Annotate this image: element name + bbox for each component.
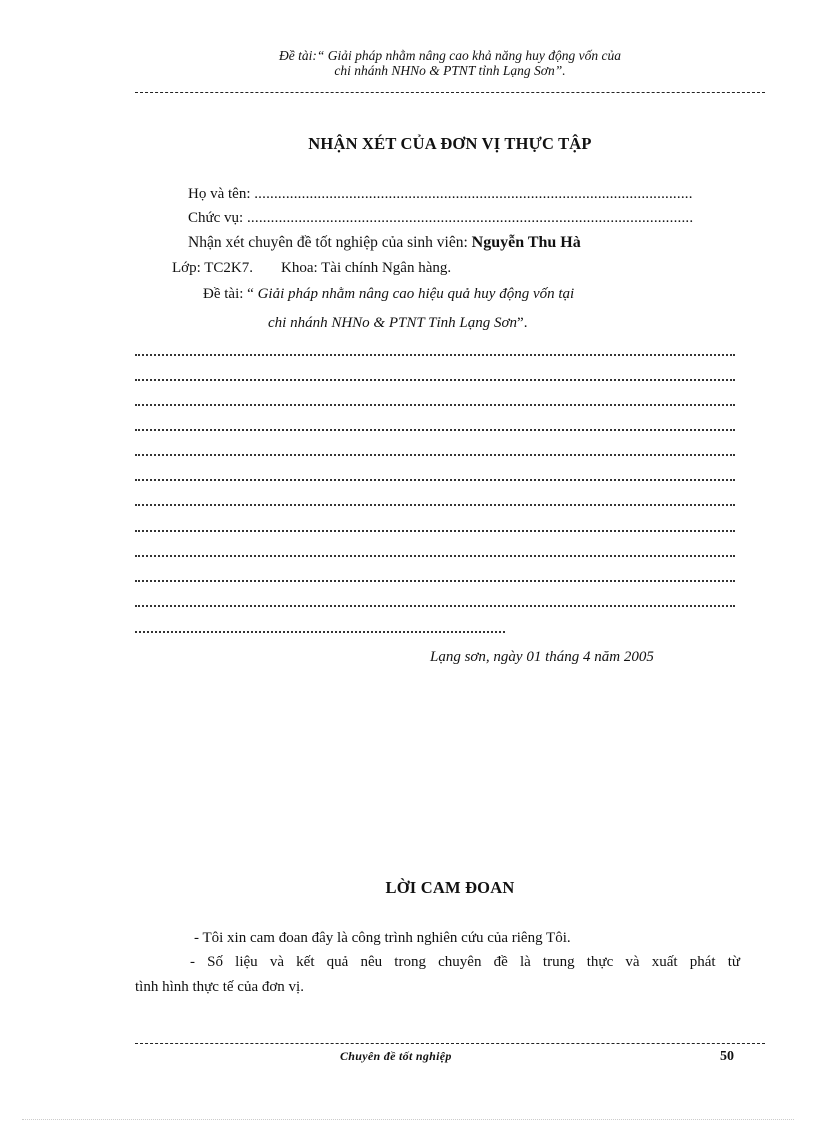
position-dots: ................................................................................................................. [246, 210, 694, 226]
declaration-title: LỜI CAM ĐOAN [385, 878, 515, 897]
comment-dotted-line [135, 452, 735, 456]
declaration-line-3: tình hình thực tế của đơn vị. [135, 979, 304, 995]
comment-dotted-line [135, 402, 735, 406]
student-name: Nguyễn Thu Hà [471, 234, 581, 251]
declaration-line-1: - Tôi xin cam đoan đây là công trình nghiên cứu của riêng Tôi. [194, 930, 571, 946]
header-line-1: Đề tài:“ Giải pháp nhằm nâng cao khả năng huy động vốn của [279, 48, 621, 63]
evaluation-title: NHẬN XÉT CỦA ĐƠN VỊ THỰC TẬP [308, 134, 592, 153]
page-header [135, 48, 765, 78]
topic-text-2: chi nhánh NHNo & PTNT Tỉnh Lạng Sơn [268, 315, 518, 331]
comment-line [188, 233, 581, 253]
page-number: 50 [720, 1049, 734, 1064]
comment-prefix: Nhận xét chuyên đề tốt nghiệp của sinh viên: [188, 234, 472, 251]
class-faculty-line [172, 258, 451, 278]
name-field [188, 184, 693, 204]
comment-dotted-line [135, 477, 735, 481]
topic-line-2 [268, 313, 527, 333]
name-dots: ............................................................................................................... [254, 186, 693, 202]
comment-dotted-line [135, 603, 735, 607]
comment-dotted-line [135, 377, 735, 381]
header-divider [135, 92, 765, 93]
page-bottom-border [22, 1119, 794, 1120]
position-field [188, 208, 693, 228]
comment-dotted-line [135, 578, 735, 582]
class-label: Lớp: TC2K7. [172, 260, 253, 276]
comment-dotted-line [135, 352, 735, 356]
topic-end: ”. [517, 315, 528, 331]
comment-dotted-line [135, 528, 735, 532]
sign-date: Lạng sơn, ngày 01 tháng 4 năm 2005 [430, 649, 654, 665]
topic-label: Đề tài: “ [203, 286, 254, 302]
comment-dotted-line [135, 553, 735, 557]
footer-label: Chuyên đề tốt nghiệp [340, 1049, 452, 1063]
comment-dotted-line [135, 427, 735, 431]
faculty-label: Khoa: Tài chính Ngân hàng. [281, 260, 452, 276]
comment-dotted-line [135, 502, 735, 506]
footer-divider [135, 1043, 765, 1044]
header-line-2: chi nhánh NHNo & PTNT tỉnh Lạng Sơn”. [334, 63, 566, 78]
position-label: Chức vụ: [188, 210, 247, 226]
comment-dotted-line [135, 629, 505, 633]
name-label: Họ và tên: [188, 186, 255, 202]
topic-line-1 [203, 284, 574, 304]
declaration-line-2: - Số liệu và kết quả nêu trong chuyên đề là trung thực và xuất phát từ [190, 954, 740, 970]
topic-text-1: Giải pháp nhằm nâng cao hiệu quả huy động vốn tại [253, 286, 575, 302]
